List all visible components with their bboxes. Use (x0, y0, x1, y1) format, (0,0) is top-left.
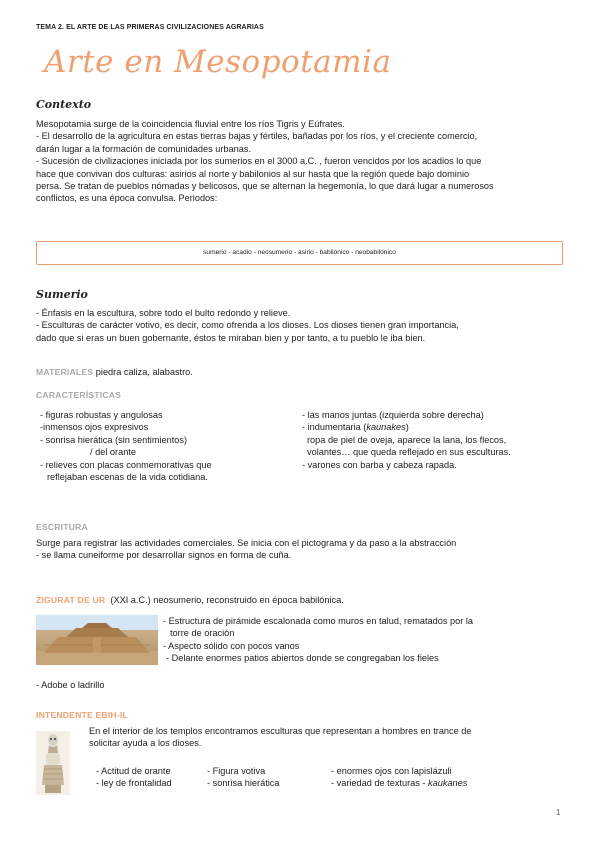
page-header: TEMA 2. EL ARTE DE LAS PRIMERAS CIVILIZACIONES AGRARIAS (36, 24, 264, 31)
caracteristicas-label: CARACTERÍSTICAS (36, 390, 122, 400)
escritura-text (36, 537, 456, 562)
list-item: - enormes ojos con lapislázuli (331, 766, 452, 776)
materiales-label: MATERIALES (36, 367, 94, 377)
list-item-text: - indumentaria ( (302, 422, 367, 433)
text-line: solicitar ayuda a los dioses. (89, 738, 202, 749)
caracteristicas-right (302, 409, 511, 471)
list-item: - relieves con placas conmemorativas que (40, 459, 212, 470)
list-item: - Aspecto sólido con pocos vanos (163, 640, 300, 651)
list-item: -inmensos ojos expresivos (40, 422, 149, 433)
text-line: - se llama cuneiforme por desarrollar signos en forma de cuña. (36, 550, 292, 561)
adobe-text: - Adobe o ladrillo (36, 680, 105, 690)
intendente-col-3 (331, 765, 467, 790)
list-item (302, 421, 511, 433)
list-item (331, 777, 467, 789)
list-item-text: ) (405, 422, 409, 433)
sumerio-heading: Sumerio (36, 288, 88, 301)
list-item: ropa de piel de oveja, aparece la lana, los flecos, (307, 434, 507, 445)
list-item: - Estructura de pirámide escalonada como muros en talud, rematados por la (163, 616, 473, 626)
periods-box: sumerio - acadio - neosumerio - asirio - babilónico - neobabilónico (36, 241, 563, 265)
list-item: - sonrisa hierática (sin sentimientos) (40, 434, 188, 445)
text-line: - Sucesión de civilizaciones iniciada por los sumerios en el 3000 a.C. , fueron vencidos por los acadios lo que (36, 156, 482, 167)
caracteristicas-left (40, 409, 212, 483)
text-line: conflictos, es una época convulsa. Periodos: (36, 193, 218, 204)
intendente-label: INTENDENTE EBIH-IL (36, 710, 128, 720)
text-line: En el interior de los templos encontramos esculturas que representan a hombres en trance de (89, 726, 472, 736)
list-item: - Actitud de orante (96, 766, 171, 776)
list-item: - las manos juntas (izquierda sobre derecha) (302, 410, 484, 420)
page-number: 1 (556, 808, 561, 817)
text-line: darán lugar a la formación de comunidades urbanas. (36, 143, 252, 154)
text-line: - El desarrollo de la agricultura en estas tierras bajas y fértiles, bañadas por los ríos, y el creciente comercio, (36, 131, 478, 142)
statue-illustration (36, 731, 70, 795)
page-title: Arte en Mesopotamia (44, 44, 392, 80)
contexto-text (36, 118, 494, 205)
list-item: - ley de frontalidad (96, 778, 172, 789)
materiales-row (36, 366, 193, 378)
text-line: - Énfasis en la escultura, sobre todo el bulto redondo y relieve. (36, 308, 291, 318)
kaukanes-term: kaukanes (428, 778, 468, 789)
list-item: - Delante enormes patios abiertos donde se congregaban los fieles (166, 653, 439, 664)
ziggurat-illustration (36, 615, 158, 665)
sumerio-text (36, 307, 459, 344)
statue-image (36, 731, 70, 795)
list-item-text: - variedad de texturas - (331, 778, 429, 789)
zigurat-subtitle: (XXI a.C.) neosumerio, reconstruido en época babilónica. (110, 595, 344, 605)
ziggurat-image (36, 615, 158, 665)
intendente-col-1 (96, 765, 172, 790)
kaunakes-term: kaunakes (366, 422, 406, 433)
zigurat-row (36, 594, 344, 606)
list-item: / del orante (90, 447, 136, 458)
list-item: reflejaban escenas de la vida cotidiana. (47, 472, 208, 483)
text-line: hace que convivan dos culturas: asirios al norte y babilonios al sur hasta que la región quede bajo dominio (36, 168, 470, 179)
list-item: - sonrisa hierática (207, 778, 280, 789)
list-item: - Figura votiva (207, 766, 266, 776)
list-item: - varones con barba y cabeza rapada. (302, 459, 457, 470)
text-line: Mesopotamia surge de la coincidencia fluvial entre los ríos Tigris y Eúfrates. (36, 119, 345, 129)
zigurat-label: ZIGURAT DE UR (36, 595, 106, 605)
list-item: torre de oración (170, 628, 235, 639)
list-item: - figuras robustas y angulosas (40, 410, 163, 420)
escritura-label: ESCRITURA (36, 522, 88, 532)
zigurat-text (163, 615, 563, 665)
text-line: Surge para registrar las actividades comerciales. Se inicia con el pictograma y da paso a la abstracción (36, 538, 457, 548)
list-item: volantes… que queda reflejado en sus esculturas. (307, 447, 511, 458)
materiales-text: piedra caliza, alabastro. (95, 367, 193, 377)
intendente-text (89, 725, 472, 750)
text-line: dado que si eras un buen gobernante, éstos te miraban bien y por tanto, a tu pueblo le iba bien. (36, 332, 426, 343)
intendente-col-2 (207, 765, 280, 790)
contexto-heading: Contexto (36, 98, 92, 111)
text-line: - Esculturas de carácter votivo, es decir, como ofrenda a los dioses. Los dioses tienen gran importancia, (36, 320, 459, 331)
text-line: persa. Se tratan de pueblos nómadas y belicosos, que se alternan la hegemonía, lo que dará lugar a numerosos (36, 181, 494, 192)
